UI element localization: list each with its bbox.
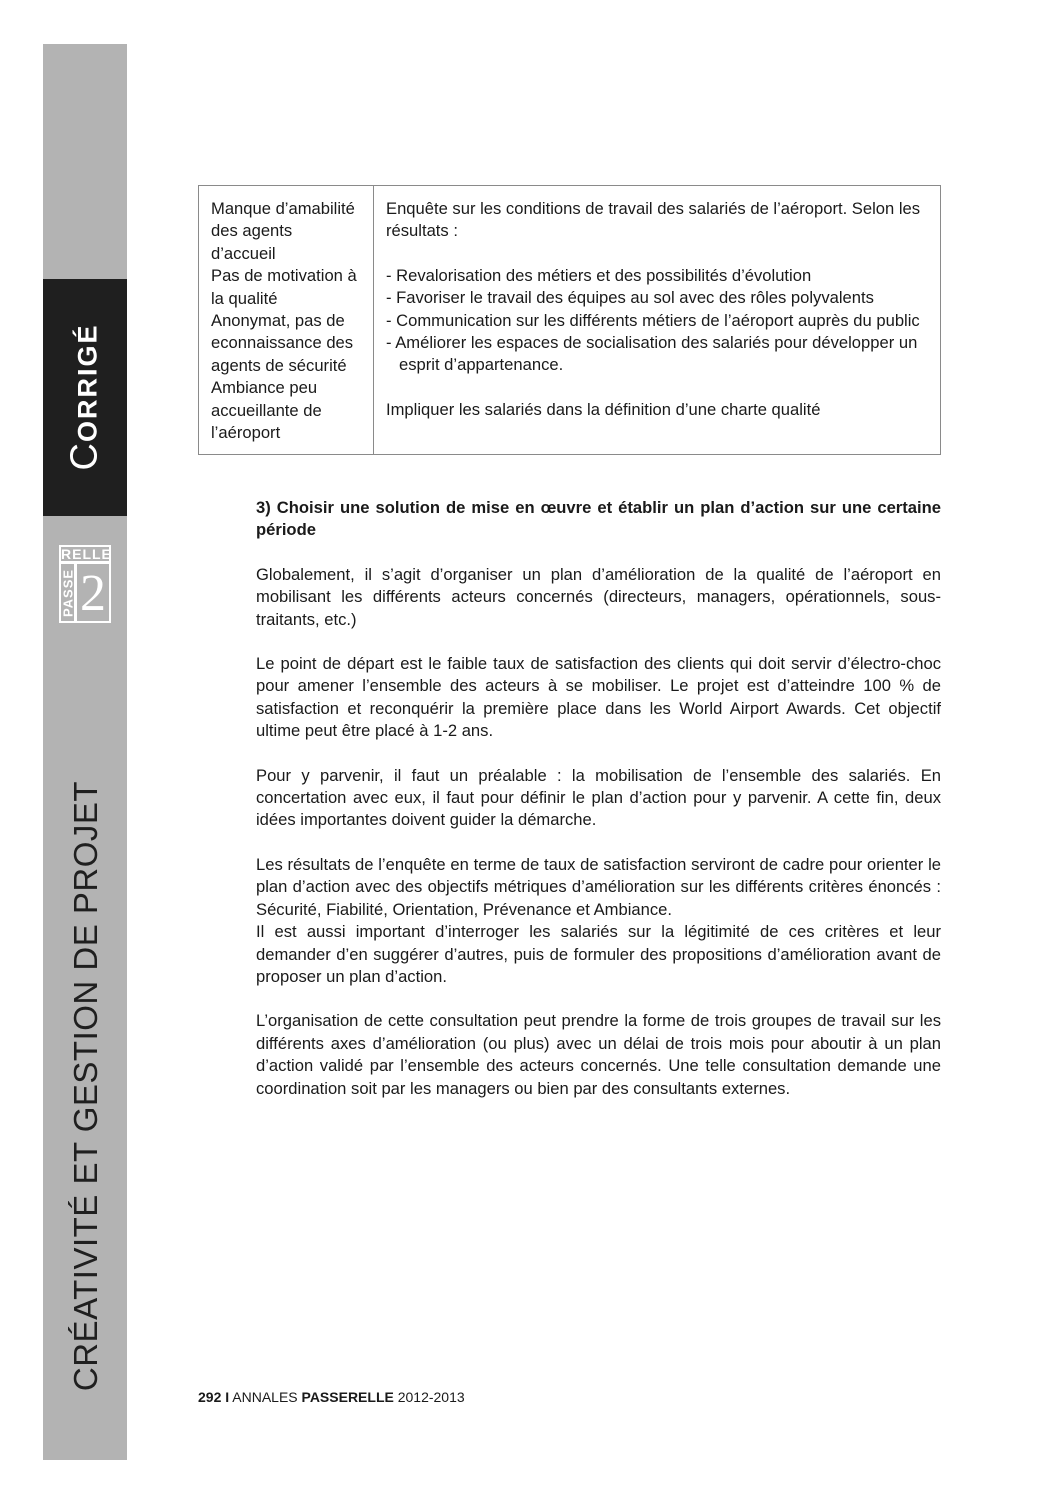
- logo-relle: RELLE: [61, 546, 112, 562]
- footer-passerelle: PASSERELLE: [301, 1389, 394, 1405]
- paragraph: Il est aussi important d’interroger les salariés sur la légitimité de ces critères et leur demander d’en suggérer d’autres, puis de formuler des propositions d’amélioration avant de proposer un plan d’action.: [256, 922, 941, 986]
- solutions-intro: Enquête sur les conditions de travail des salariés de l’aéroport. Selon les résultats :: [386, 199, 921, 241]
- problem-item: Manque d’amabilité des agents d’accueil: [211, 199, 355, 263]
- section-heading: 3) Choisir une solution de mise en œuvre et établir un plan d’action sur une certaine période: [256, 498, 941, 540]
- paragraph: Le point de départ est le faible taux de satisfaction des clients qui doit servir d’électro-choc pour amener l’ensemble des acteurs à se mobiliser. Le projet est d’atteindre 100 % de satisfaction et reconquérir la première place dans les World Airport Awards. Cet objectif ultime peut être placé à 1-2 ans.: [256, 654, 941, 741]
- problem-item: Ambiance peu accueillante de l’aéroport: [211, 378, 322, 443]
- corrige-label: CORRIGÉ: [63, 323, 106, 471]
- solutions-outro: Impliquer les salariés dans la définition d’une charte qualité: [386, 399, 821, 419]
- paragraph: Les résultats de l’enquête en terme de taux de satisfaction serviront de cadre pour orienter le plan d’action avec des objectifs métriques d’amélioration sur les différents critères énoncés : Sécurité, Fiabilité, Orientation, Prévenance et Ambiance.: [256, 854, 941, 919]
- table-row: [199, 186, 941, 455]
- problems-cell: [199, 186, 374, 455]
- solution-item: - Améliorer les espaces de socialisation des salariés pour développer un esprit d’appartenance.: [386, 333, 918, 375]
- main-content: [256, 497, 941, 1122]
- problem-item: Pas de motivation à la qualité: [211, 266, 357, 308]
- paragraph: L’organisation de cette consultation peut prendre la forme de trois groupes de travail sur les différents axes d’amélioration (ou plus) avec un délai de trois mois pour aboutir à un plan d’action validé par l’ensemble des acteurs concernés. Une telle consultation demande une coordination soit par les managers ou bien par des consultants externes.: [256, 1011, 941, 1098]
- problems-solutions-table: [198, 185, 941, 455]
- passerelle-logo: [59, 545, 111, 623]
- solution-item: - Favoriser le travail des équipes au sol avec des rôles polyvalents: [386, 288, 874, 308]
- logo-passe: PASSE: [59, 562, 76, 623]
- footer-annales: ANNALES: [232, 1389, 298, 1405]
- solution-item: - Communication sur les différents métiers de l’aéroport auprès du public: [386, 310, 920, 330]
- footer-years: 2012-2013: [397, 1389, 465, 1405]
- problem-item: Anonymat, pas de econnaissance des agents de sécurité: [211, 311, 354, 375]
- page-footer: [198, 1389, 465, 1405]
- paragraph: Globalement, il s’agit d’organiser un plan d’amélioration de la qualité de l’aéroport en mobilisant les différents acteurs concernés (directeurs, managers, opérationnels, sous-traitants, etc.): [256, 564, 941, 629]
- solutions-cell: [374, 186, 941, 455]
- footer-separator: I: [225, 1389, 230, 1405]
- section-title: CRÉATIVITÉ ET GESTION DE PROJET: [67, 780, 104, 1392]
- page-number: 292: [198, 1389, 222, 1405]
- paragraph: Pour y parvenir, il faut un préalable : la mobilisation de l’ensemble des salariés. En concertation avec eux, il faut pour définir le plan d’action pour y parvenir. A cette fin, deux idées importantes doivent guider la démarche.: [256, 765, 941, 830]
- logo-number: 2: [75, 562, 111, 623]
- solution-item: - Revalorisation des métiers et des possibilités d’évolution: [386, 265, 812, 285]
